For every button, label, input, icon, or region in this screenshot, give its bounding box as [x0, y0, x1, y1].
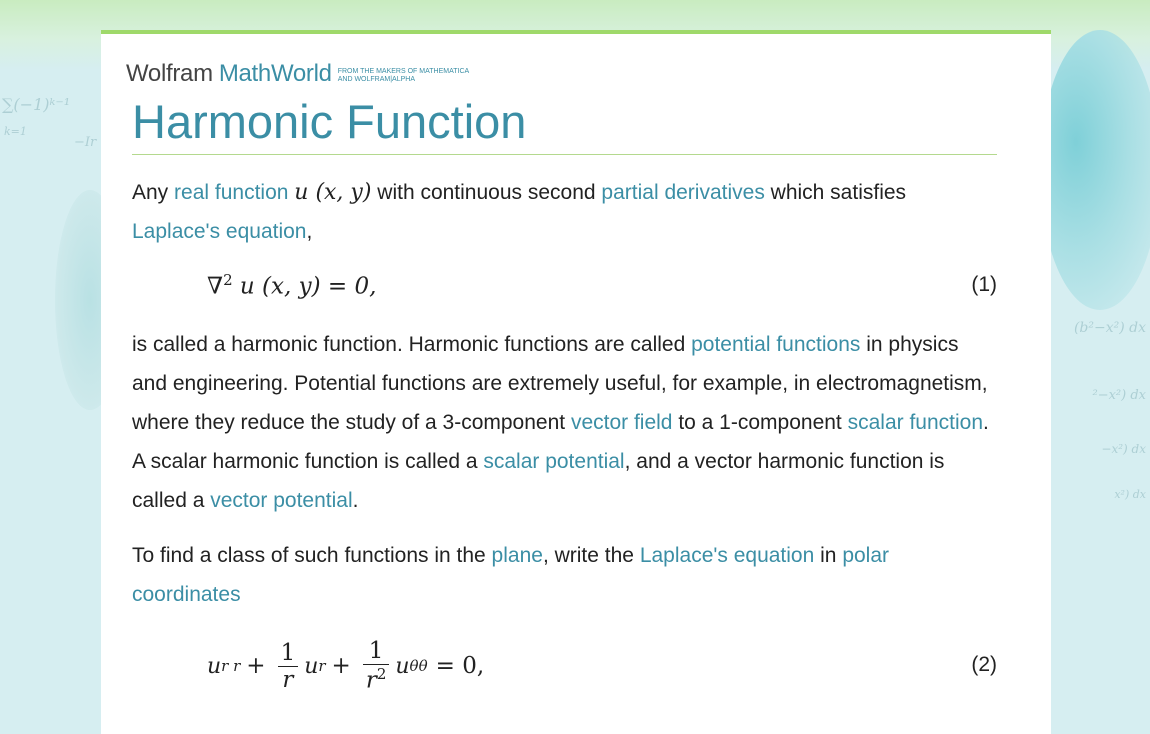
- text: in: [814, 544, 843, 567]
- background-formula: (b²−x²) dx: [1073, 320, 1146, 336]
- background-formula: x²) dx: [1114, 488, 1146, 501]
- link-laplaces-equation[interactable]: Laplace's equation: [132, 220, 307, 243]
- text: , and a vector harmonic function is called a: [132, 450, 945, 512]
- equation-2: [207, 631, 997, 701]
- background-formula: ²−x²) dx: [1092, 388, 1146, 403]
- fraction-numerator: 1: [368, 638, 384, 665]
- fraction-denominator: [363, 664, 390, 694]
- fraction-numerator: 1: [280, 639, 296, 666]
- text: which satisfies: [764, 181, 907, 204]
- link-laplaces-equation[interactable]: Laplace's equation: [639, 544, 815, 567]
- background-formula: −Ir: [74, 135, 97, 150]
- eq-superscript: 2: [223, 271, 233, 289]
- text: .: [352, 489, 359, 512]
- link-vector-field[interactable]: vector field: [570, 411, 673, 434]
- link-polar-coordinates[interactable]: polar coordinates: [132, 544, 890, 606]
- site-logo[interactable]: [126, 60, 469, 88]
- text: in physics and engineering. Potential functions are extremely useful, for example, in electromagnetism, where they reduce the study of a 3-component: [132, 333, 988, 434]
- eq-subscript: θθ: [409, 657, 428, 675]
- brand-tagline: [338, 68, 469, 84]
- fraction: [278, 640, 299, 693]
- link-potential-functions[interactable]: potential functions: [691, 333, 861, 356]
- eq-subscript: r: [318, 657, 326, 675]
- text: ,: [306, 220, 313, 243]
- brand-mathworld: MathWorld: [218, 60, 332, 87]
- link-scalar-potential[interactable]: scalar potential: [483, 450, 625, 473]
- text: with continuous second: [371, 181, 602, 204]
- equation-number: (2): [971, 653, 997, 676]
- eq-var: u: [395, 653, 410, 679]
- article-card: [101, 30, 1051, 734]
- paragraph-definition: [132, 325, 997, 520]
- text: To find a class of such functions in the: [132, 544, 492, 567]
- equation-1: [207, 271, 997, 300]
- background-formula: k=1: [4, 125, 27, 138]
- link-real-function[interactable]: real function: [174, 181, 289, 204]
- den-exponent: 2: [376, 665, 387, 684]
- eq-var: u: [304, 653, 319, 679]
- paragraph-intro: [132, 173, 997, 251]
- nabla-symbol: ∇: [207, 273, 224, 300]
- paragraph-polar: [132, 536, 997, 614]
- fraction-denominator: r: [278, 666, 299, 693]
- equation-number: (1): [971, 273, 997, 296]
- link-plane[interactable]: plane: [491, 544, 543, 567]
- equation-tail: = 0,: [435, 653, 485, 679]
- brand-wolfram: Wolfram: [126, 60, 213, 87]
- plus-sign: +: [246, 653, 266, 679]
- link-vector-potential[interactable]: vector potential: [210, 489, 353, 512]
- text: . A scalar harmonic function is called a: [132, 411, 989, 473]
- text: to a 1-component: [672, 411, 848, 434]
- brand-tagline-line1: FROM THE MAKERS OF MATHEMATICA: [337, 68, 470, 75]
- equation-body: u (x, y) = 0,: [239, 273, 377, 300]
- text: is called a harmonic function. Harmonic functions are called: [132, 333, 692, 356]
- brand-tagline-line2: AND WOLFRAM|ALPHA: [337, 76, 415, 83]
- background-formula: −x²) dx: [1101, 442, 1146, 456]
- title-divider: [132, 154, 997, 155]
- background-formula: ∑(−1)ᵏ⁻¹: [2, 95, 71, 114]
- den-var: r: [365, 667, 377, 694]
- eq-var: u: [207, 653, 222, 679]
- math-inline: u (x, y): [294, 180, 372, 205]
- page-title: Harmonic Function: [132, 95, 527, 148]
- link-partial-derivatives[interactable]: partial derivatives: [601, 181, 765, 204]
- text: , write the: [542, 544, 640, 567]
- fraction: [363, 638, 390, 694]
- plus-sign: +: [331, 653, 351, 679]
- eq-subscript: r r: [221, 657, 241, 675]
- link-scalar-function[interactable]: scalar function: [847, 411, 983, 434]
- background-shape-right: [1040, 30, 1150, 310]
- text: Any: [132, 181, 175, 204]
